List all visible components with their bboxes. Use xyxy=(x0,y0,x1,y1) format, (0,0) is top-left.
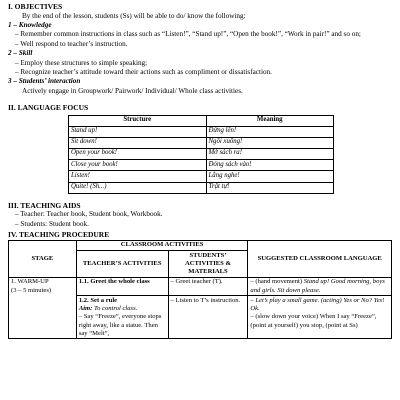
stage-header: STAGE xyxy=(9,240,77,277)
language-focus-heading: II. LANGUAGE FOCUS xyxy=(8,102,89,112)
skill-item: – Employ these structures to simple speaking; xyxy=(15,58,148,67)
structure-cell: Quite! (Sh...) xyxy=(69,182,207,193)
language-prefix: – (hand movement) xyxy=(250,278,304,286)
structure-cell: Sit down! xyxy=(69,137,207,148)
table-row xyxy=(69,160,334,171)
structure-cell: Open your book! xyxy=(69,148,207,159)
student-activity-cell: – Listen to T’s instruction. xyxy=(168,296,248,339)
knowledge-item: – Remember common instructions in class such as “Listen!”, “Stand up!”, “Open the book!”, “Work in pair!” and so on; xyxy=(15,30,361,39)
objectives-heading: I. OBJECTIVES xyxy=(8,2,63,11)
skill-heading: 2 – Skill xyxy=(8,49,33,58)
activity-text: – Say “Freeze”, everyone stops right away, like a statue. Then say “Melt”, xyxy=(78,313,162,337)
teacher-activities-header: TEACHER’S ACTIVITIES xyxy=(76,251,168,278)
table-row xyxy=(69,148,334,159)
interaction-text: Actively engage in Groupwork/ Pairwork/ Individual/ Whole class activities. xyxy=(22,86,243,95)
language-text: Stand up! Good morning, boys and girls. Sit down please. xyxy=(250,278,385,294)
table-row xyxy=(9,277,392,295)
students-activities-header: STUDENTS’ ACTIVITIES & MATERIALS xyxy=(168,251,248,278)
meaning-cell: Đóng sách vào! xyxy=(206,160,333,171)
meaning-cell: Lắng nghe! xyxy=(206,171,333,182)
teaching-aids-heading: III. TEACHING AIDS xyxy=(8,200,81,210)
meaning-cell: Trật tự! xyxy=(206,182,333,193)
language-line: – (slow down your voice) When I say “Freeze”, (point at yourself) you stop, (point at Ss) xyxy=(250,313,377,329)
structure-cell: Listen! xyxy=(69,171,207,182)
language-cell xyxy=(248,277,392,295)
stage-cell xyxy=(9,277,77,339)
table-row xyxy=(69,137,334,148)
classroom-activities-header: CLASSROOM ACTIVITIES xyxy=(76,240,248,250)
structure-cell: Stand up! xyxy=(69,126,207,137)
language-focus-table xyxy=(68,115,334,194)
table-row xyxy=(69,182,334,193)
teaching-aid-item: – Students: Student book. xyxy=(15,219,89,228)
activity-title: 1.2. Set a rule xyxy=(78,296,118,304)
meaning-cell: Mở sách ra! xyxy=(206,148,333,159)
procedure-heading: IV. TEACHING PROCEDURE xyxy=(8,230,110,240)
knowledge-heading: 1 – Knowledge xyxy=(8,21,52,30)
teacher-activity-cell xyxy=(76,296,168,339)
structure-header: Structure xyxy=(69,115,207,126)
suggested-language-header: SUGGESTED CLASSROOM LANGUAGE xyxy=(248,240,392,277)
meaning-header: Meaning xyxy=(206,115,333,126)
student-activity-cell: – Greet teacher (T). xyxy=(168,277,248,295)
stage-name: 1. WARM-UP xyxy=(11,278,49,286)
table-row xyxy=(69,126,334,137)
procedure-table xyxy=(8,240,392,340)
meaning-cell: Ngồi xuống! xyxy=(206,137,333,148)
aim-label: Aim: xyxy=(78,305,93,313)
interaction-heading: 3 – Students’ interaction xyxy=(8,77,81,86)
teaching-aid-item: – Teacher: Teacher book, Student book, Workbook. xyxy=(15,210,163,219)
language-line: – Let’s play a small game. (acting) Yes or No? Yes! Ok. xyxy=(250,296,385,313)
knowledge-item: – Well respond to teacher’s instruction. xyxy=(15,39,128,48)
meaning-cell: Đứng lên! xyxy=(206,126,333,137)
language-cell xyxy=(248,296,392,339)
table-row xyxy=(69,171,334,182)
teacher-activity-cell: 1.1. Greet the whole class xyxy=(76,277,168,295)
objectives-intro: By the end of the lesson, students (Ss) will be able to do/ know the following: xyxy=(22,11,246,20)
skill-item: – Recognize teacher’s attitude toward their actions such as compliment or dissatisfaction. xyxy=(15,67,272,76)
stage-time: (3 – 5 minutes) xyxy=(11,286,52,294)
structure-cell: Close your book! xyxy=(69,160,207,171)
aim-text: To control class. xyxy=(92,305,138,313)
